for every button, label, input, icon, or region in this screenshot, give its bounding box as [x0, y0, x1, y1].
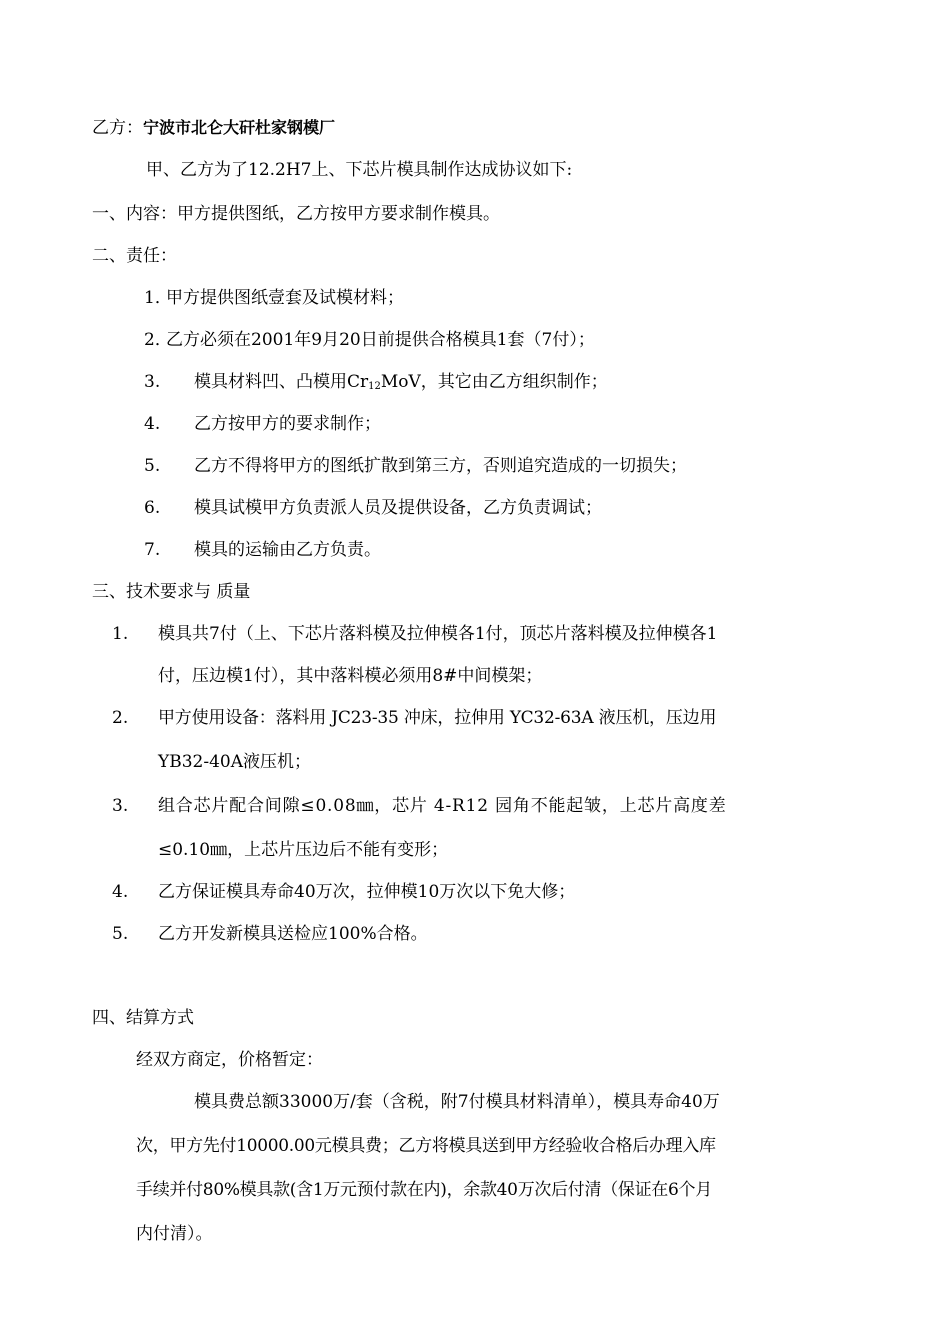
item-number: 4. — [144, 414, 161, 434]
item-text-line-1: 乙方开发新模具送检应100%合格。 — [158, 924, 428, 944]
party-b-name: 宁波市北仑大矸杜家钢模厂 — [143, 118, 336, 137]
section-4-paragraph-line: 模具费总额33000万/套（含税，附7付模具材料清单），模具寿命40万 — [194, 1092, 720, 1112]
item-number: 7. — [144, 540, 161, 560]
item-number: 2． — [144, 330, 172, 350]
item-text-line-1: 组合芯片配合间隙≤0.08㎜，芯片 4-R12 园角不能起皱，上芯片高度差 — [158, 796, 727, 816]
intro-text: 甲、乙方为了12.2H7上、下芯片模具制作达成协议如下: — [146, 160, 573, 180]
item-number: 1． — [144, 288, 172, 308]
item-text-line-2: ≤0.10㎜，上芯片压边后不能有变形； — [158, 840, 449, 860]
item-text: 模具的运输由乙方负责。 — [194, 540, 381, 560]
item-text: 模具试模甲方负责派人员及提供设备，乙方负责调试； — [194, 498, 602, 518]
section-4-subtitle: 经双方商定，价格暂定： — [136, 1050, 323, 1070]
item-text-after: MoV，其它由乙方组织制作； — [380, 372, 608, 392]
section-3-title: 三、技术要求与 质量 — [92, 582, 251, 602]
item-number: 3. — [112, 796, 129, 816]
item-number: 5. — [112, 924, 129, 944]
item-number: 5. — [144, 456, 161, 476]
item-text-before: 模具材料凹、凸模用Cr — [194, 372, 369, 392]
section-4-paragraph-line: 手续并付80%模具款(含1万元预付款在内)，余款40万次后付清（保证在6个月 — [136, 1180, 712, 1200]
section-4-paragraph-line: 内付清）。 — [136, 1224, 213, 1244]
item-text-line-2: 付，压边模1付），其中落料模必须用8#中间模架； — [158, 666, 543, 686]
party-b-line — [92, 116, 335, 140]
item-number: 3. — [144, 372, 161, 392]
item-text-subscript: 12 — [368, 381, 381, 392]
item-text-line-1: 乙方保证模具寿命40万次，拉伸模10万次以下免大修； — [158, 882, 576, 902]
item-number: 2. — [112, 708, 129, 728]
section-4-paragraph-line: 次，甲方先付10000.00元模具费；乙方将模具送到甲方经验收合格后办理入库 — [136, 1136, 716, 1156]
item-text-line-1 — [158, 622, 806, 646]
party-b-label: 乙方： — [92, 118, 143, 138]
item-text-line-2: YB32-40A液压机； — [158, 752, 311, 772]
item-text: 模具共7付（上、下芯片落料模及拉伸模各1付，顶芯片落料模及拉伸模各1 — [158, 624, 718, 644]
item-text — [194, 370, 608, 394]
item-text: 乙方不得将甲方的图纸扩散到第三方，否则追究造成的一切损失； — [194, 456, 687, 476]
item-text: 甲方提供图纸壹套及试模材料； — [166, 288, 404, 308]
section-4-title: 四、结算方式 — [92, 1008, 194, 1028]
section-2-title: 二、责任： — [92, 246, 177, 266]
item-number: 1. — [112, 624, 129, 644]
item-number: 4. — [112, 882, 129, 902]
item-text-line-1: 甲方使用设备：落料用 JC23-35 冲床，拉伸用 YC32-63A 液压机，压边用 — [158, 708, 717, 728]
section-1: 一、内容：甲方提供图纸，乙方按甲方要求制作模具。 — [92, 204, 500, 224]
item-text: 乙方按甲方的要求制作； — [194, 414, 381, 434]
item-text: 乙方必须在2001年9月20日前提供合格模具1套（7付）； — [166, 330, 595, 350]
item-number: 6. — [144, 498, 161, 518]
